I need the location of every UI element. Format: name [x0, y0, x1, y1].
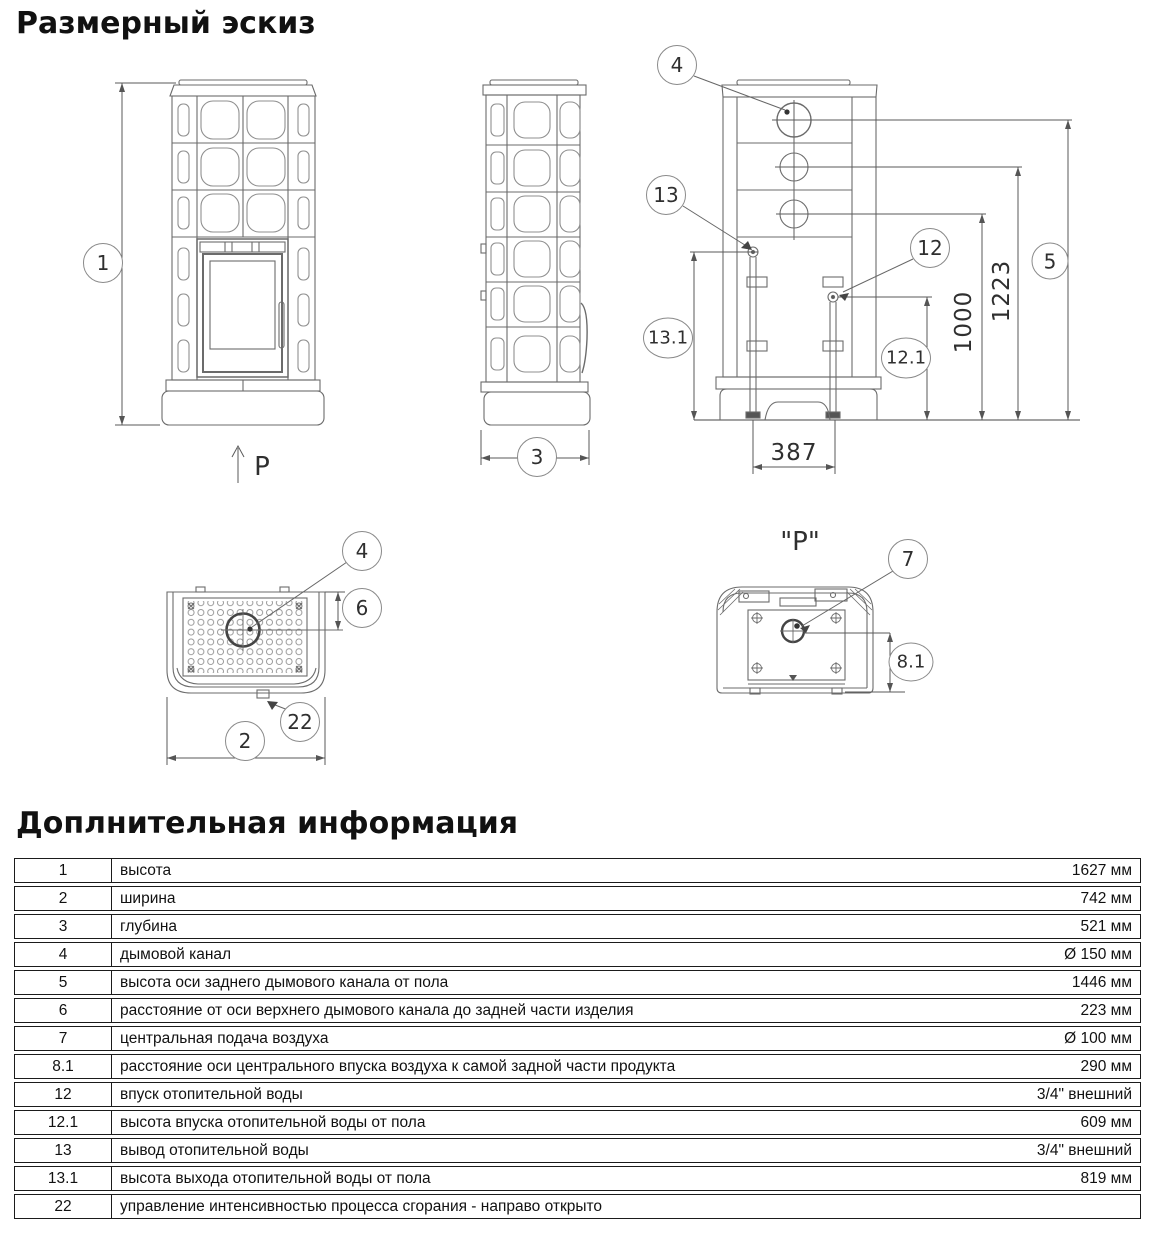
table-row [14, 1194, 1141, 1219]
row-description: расстояние оси центрального впуска воздуха к самой задной части продукта [112, 1054, 939, 1079]
table-row [14, 998, 1141, 1023]
table-row [14, 1166, 1141, 1191]
callout-flue-plan: 4 [342, 531, 382, 571]
callout-water-inlet: 12 [910, 228, 950, 268]
row-value: 609 мм [939, 1110, 1141, 1135]
dim-387: 387 [770, 440, 818, 466]
callout-air-supply: 7 [888, 539, 928, 579]
row-description: высота оси заднего дымового канала от пола [112, 970, 939, 995]
table-row [14, 858, 1141, 883]
table-row [14, 1138, 1141, 1163]
row-description: высота [112, 858, 939, 883]
callout-width: 2 [225, 721, 265, 761]
row-number: 4 [14, 942, 112, 967]
dim-1223: 1223 [989, 259, 1015, 323]
row-value: 819 мм [939, 1166, 1141, 1191]
row-value: 223 мм [939, 998, 1141, 1023]
plan-view [167, 587, 343, 698]
callout-depth: 3 [517, 437, 557, 477]
callout-flue-rear: 4 [657, 45, 697, 85]
row-value: 1446 мм [939, 970, 1141, 995]
side-view [481, 80, 590, 425]
callout-flue-height: 5 [1032, 243, 1069, 280]
row-value: 521 мм [939, 914, 1141, 939]
row-description: расстояние от оси верхнего дымового канала до задней части изделия [112, 998, 939, 1023]
row-value: 1627 мм [939, 858, 1141, 883]
row-value: 3/4" внешний [939, 1082, 1141, 1107]
table-row [14, 886, 1141, 911]
bottom-view [717, 587, 873, 694]
bottom-view-label: "P" [780, 527, 820, 557]
row-number: 13 [14, 1138, 112, 1163]
row-number: 6 [14, 998, 112, 1023]
row-number: 5 [14, 970, 112, 995]
row-number: 12 [14, 1082, 112, 1107]
callout-water-inlet-height: 12.1 [881, 338, 931, 379]
info-title: Доплнительная информация [16, 806, 519, 841]
row-number: 1 [14, 858, 112, 883]
row-value [939, 1194, 1141, 1219]
table-row [14, 1054, 1141, 1079]
table-row [14, 1026, 1141, 1051]
dim-1000: 1000 [951, 290, 977, 354]
table-row [14, 942, 1141, 967]
row-description: ширина [112, 886, 939, 911]
info-table-body [14, 858, 1141, 1219]
row-number: 22 [14, 1194, 112, 1219]
row-description: центральная подача воздуха [112, 1026, 939, 1051]
row-number: 13.1 [14, 1166, 112, 1191]
callout-flue-offset: 6 [342, 588, 382, 628]
row-description: управление интенсивностью процесса сгорания - направо открыто [112, 1194, 939, 1219]
table-row [14, 1110, 1141, 1135]
row-number: 3 [14, 914, 112, 939]
row-description: дымовой канал [112, 942, 939, 967]
callout-height: 1 [83, 243, 123, 283]
row-number: 8.1 [14, 1054, 112, 1079]
callout-air-offset: 8.1 [889, 643, 934, 682]
callout-water-outlet-height: 13.1 [643, 318, 693, 359]
row-value: 742 мм [939, 886, 1141, 911]
row-number: 7 [14, 1026, 112, 1051]
row-number: 12.1 [14, 1110, 112, 1135]
row-description: высота выхода отопительной воды от пола [112, 1166, 939, 1191]
row-value: Ø 150 мм [939, 942, 1141, 967]
callout-water-outlet: 13 [646, 175, 686, 215]
row-value: 290 мм [939, 1054, 1141, 1079]
row-value: Ø 100 мм [939, 1026, 1141, 1051]
table-row [14, 1082, 1141, 1107]
row-description: вывод отопительной воды [112, 1138, 939, 1163]
info-table [14, 855, 1141, 1222]
front-direction-label: P [254, 452, 270, 482]
row-description: впуск отопительной воды [112, 1082, 939, 1107]
table-row [14, 970, 1141, 995]
page-title: Размерный эскиз [16, 6, 316, 41]
row-value: 3/4" внешний [939, 1138, 1141, 1163]
callout-combustion-control: 22 [280, 702, 320, 742]
front-view [162, 80, 324, 425]
row-description: высота впуска отопительной воды от пола [112, 1110, 939, 1135]
table-row [14, 914, 1141, 939]
row-description: глубина [112, 914, 939, 939]
row-number: 2 [14, 886, 112, 911]
